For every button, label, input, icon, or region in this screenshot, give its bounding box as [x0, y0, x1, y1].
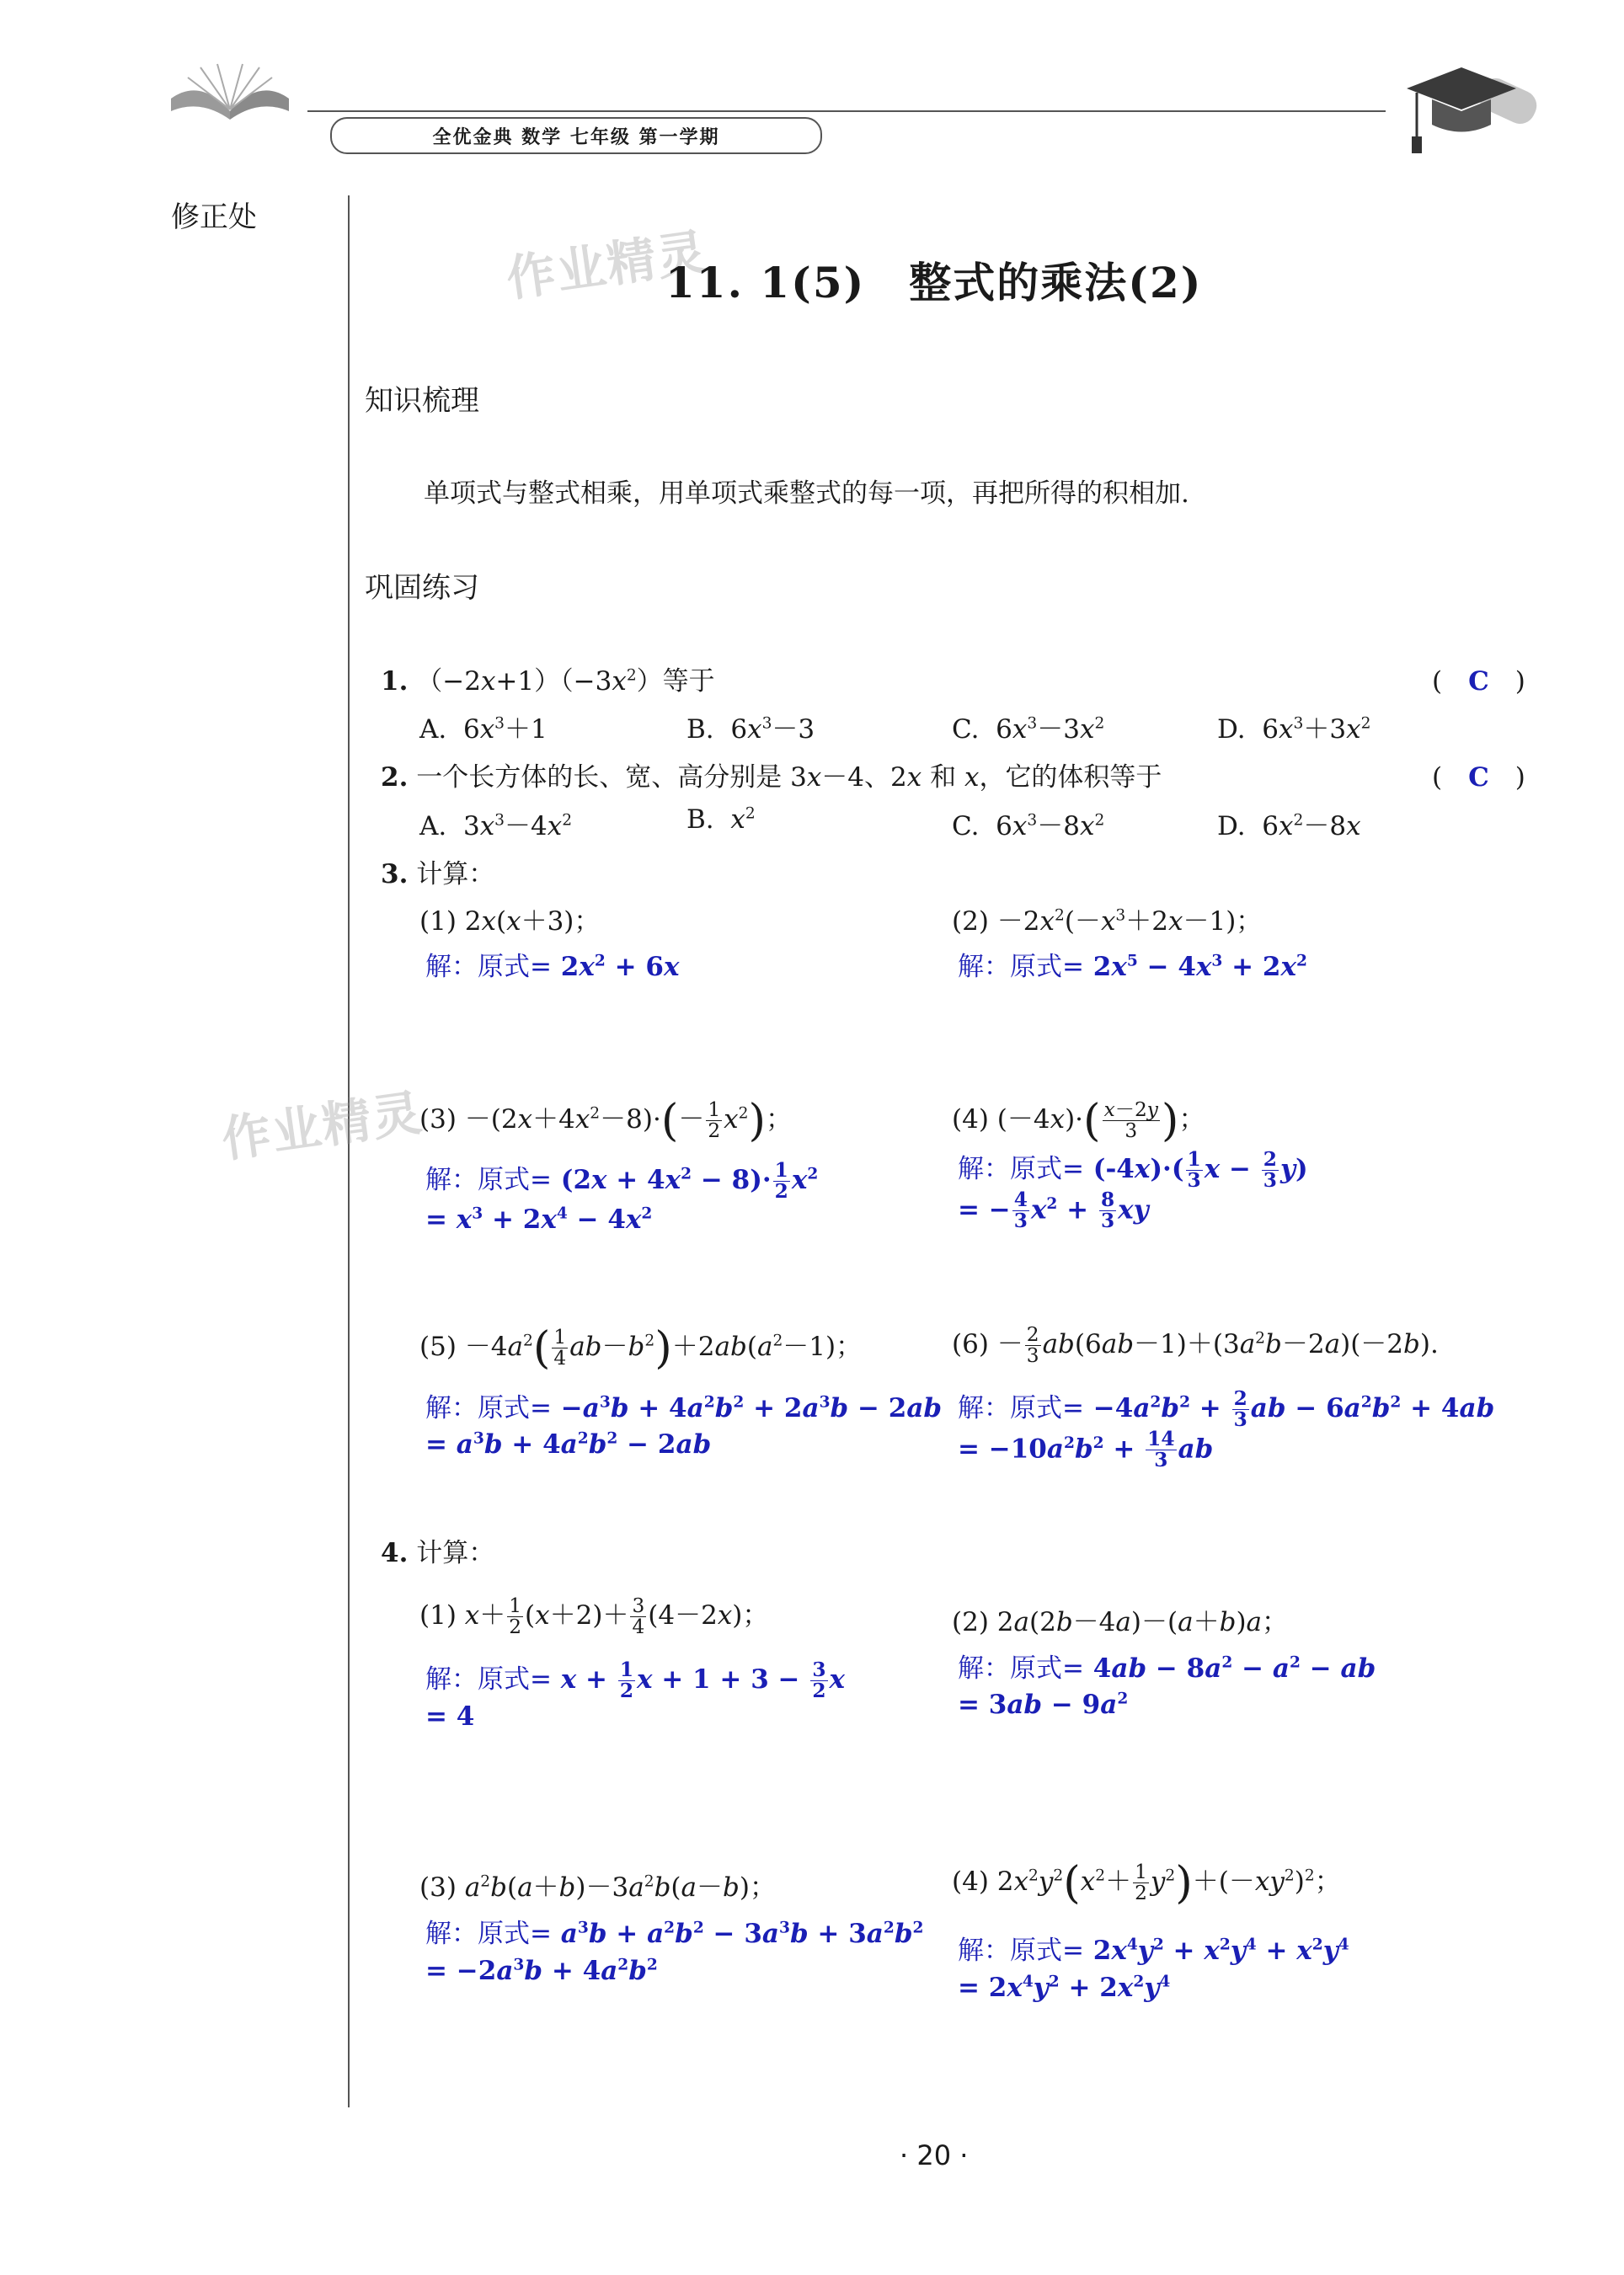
correction-label: 修正处: [171, 200, 257, 234]
question-2: [381, 756, 1162, 793]
solution-3-2: 解：原式= $2x^5 - 4x^3 + 2x^2$: [958, 952, 1307, 982]
question-number: 3.: [381, 859, 409, 889]
option-a: A. $6x^3+1$: [419, 714, 548, 745]
option-c: C. $6x^3-8x^2$: [952, 811, 1105, 841]
solution-4-2-line1: 解：原式= $4ab - 8a^2 - a^2$ − ab: [958, 1653, 1376, 1684]
knowledge-text: 单项式与整式相乘，用单项式乘整式的每一项，再把所得的积相加.: [424, 478, 1189, 509]
solution-4-1-line1: 解：原式= x + $\frac{1}{2}$ x + 1 + 3 − $\frac{3}{2}$ x: [425, 1658, 845, 1702]
option-d: D. $6x^2-8x$: [1217, 811, 1361, 841]
question-stem: $(-2x+1)(-3x^2)$等于: [416, 666, 715, 697]
solution-3-1: 解：原式= $2x^2 + 6x$: [425, 952, 680, 982]
question-stem: 一个长方体的长、宽、高分别是 3x－4、2x 和 x，它的体积等于: [416, 762, 1162, 793]
watermark: 作业精灵: [503, 222, 712, 308]
problem-4-4: (4) $2x^2y^2(x^2+$ $\frac{1}{2}$ $y^2)+(-xy^2)^2$；: [952, 1857, 1341, 1909]
question-number: 4.: [381, 1538, 409, 1568]
answer-choice: C: [1468, 666, 1489, 697]
answer-bracket: ( C ): [1432, 666, 1525, 697]
page-number: · 20 ·: [900, 2139, 969, 2171]
answer-choice: C: [1468, 762, 1489, 793]
problem-4-1: (1) x＋ $\frac{1}{2}$ (x＋2)＋ $\frac{3}{4}$ (4－2x)；: [419, 1594, 769, 1638]
solution-4-4-line1: 解：原式= $2x^4y^2 + x^2y^4 + x^2y^4$: [958, 1936, 1349, 1966]
problem-3-3: $(3) -(2x+4x^2-8)\cdot(-$ $\frac{1}{2}$ $x^2$)；: [419, 1095, 793, 1146]
problem-3-4: (4) (－4x)·( $\frac{x-2y}{3}$ )；: [952, 1095, 1205, 1146]
section-heading-knowledge: 知识梳理: [365, 384, 479, 418]
solution-4-2-line2: = $3ab - 9a^2$: [958, 1690, 1129, 1720]
open-book-icon: [167, 61, 293, 124]
problem-3-5: $(5) -4a^2$( $\frac{1}{4}$ $ab-b^2)+2ab(a^2-1)$；: [419, 1322, 863, 1374]
solution-3-5-line2: = $a^3b + 4a^2b^2 - 2ab$: [425, 1429, 712, 1460]
question-number: 2.: [381, 762, 409, 793]
solution-3-3-line1: 解：原式= $(2x + 4x^2 - 8)\cdot$ $\frac{1}{2}$ $x^2$: [425, 1158, 819, 1203]
problem-3-1: (1) 2x(x＋3)；: [419, 906, 601, 937]
watermark: 作业精灵: [218, 1083, 427, 1169]
option-d: D. $6x^3+3x^2$: [1217, 714, 1371, 745]
option-b: B. $x^2$: [686, 804, 756, 835]
option-c: C. $6x^3-3x^2$: [952, 714, 1105, 745]
solution-4-1-line2: = 4: [425, 1701, 475, 1732]
question-3: [381, 852, 494, 890]
section-heading-practice: 巩固练习: [365, 571, 479, 605]
page-title: 11. 1(5) 整式的乘法(2): [665, 258, 1203, 307]
question-stem: 计算：: [416, 1538, 495, 1568]
question-1: [381, 660, 715, 697]
problem-3-6: (6) － $\frac{2}{3}$ $ab(6ab-1)+(3a^2b-2a)(-2b)$.: [952, 1322, 1439, 1367]
book-title: 全优金典 数学 七年级 第一学期: [330, 117, 822, 154]
option-b: B. $6x^3-3$: [686, 714, 815, 745]
problem-3-2: $(2) -2x^2(-x^3+2x-1)$；: [952, 906, 1263, 937]
header-rule: [307, 110, 1386, 112]
solution-4-3-line1: 解：原式= $a^3b + a^2b^2 - 3a^3b + 3a^2b^2$: [425, 1919, 924, 1949]
solution-4-4-line2: = $2x^4y^2 + 2x^2y^4$: [958, 1973, 1171, 2003]
solution-3-5-line1: 解：原式= $-a^3b + 4a^2b^2 + 2a^3b - 2ab$: [425, 1393, 943, 1423]
question-4: [381, 1531, 494, 1569]
question-stem: 计算：: [416, 859, 495, 889]
solution-3-4-line2: = − $\frac{4}{3}$ $x^2$ + $\frac{8}{3}$ xy: [958, 1188, 1149, 1233]
solution-3-6-line2: = $-10a^2b^2$ + $\frac{14}{3}$ ab: [958, 1428, 1214, 1472]
graduation-cap-icon: [1398, 59, 1541, 160]
problem-4-2: (2) 2a(2b－4a)－(a＋b)a；: [952, 1607, 1289, 1637]
option-a: A. $3x^3-4x^2$: [419, 811, 573, 841]
solution-4-3-line2: = $-2a^3b + 4a^2b^2$: [425, 1956, 658, 1986]
answer-bracket: ( C ): [1432, 762, 1525, 793]
solution-3-4-line1: 解：原式= (-4x)·( $\frac{1}{3}$ x − $\frac{2}{3}$ y): [958, 1147, 1308, 1192]
question-number: 1.: [381, 666, 409, 697]
solution-3-3-line2: = $x^3 + 2x^4 - 4x^2$: [425, 1204, 653, 1235]
problem-4-3: (3) $a^2b(a+b)-3a^2b(a-b)$；: [419, 1872, 776, 1903]
solution-3-6-line1: 解：原式= $-4a^2b^2$ + $\frac{2}{3}$ ab − $6a^2b^2 + 4ab$: [958, 1386, 1495, 1431]
